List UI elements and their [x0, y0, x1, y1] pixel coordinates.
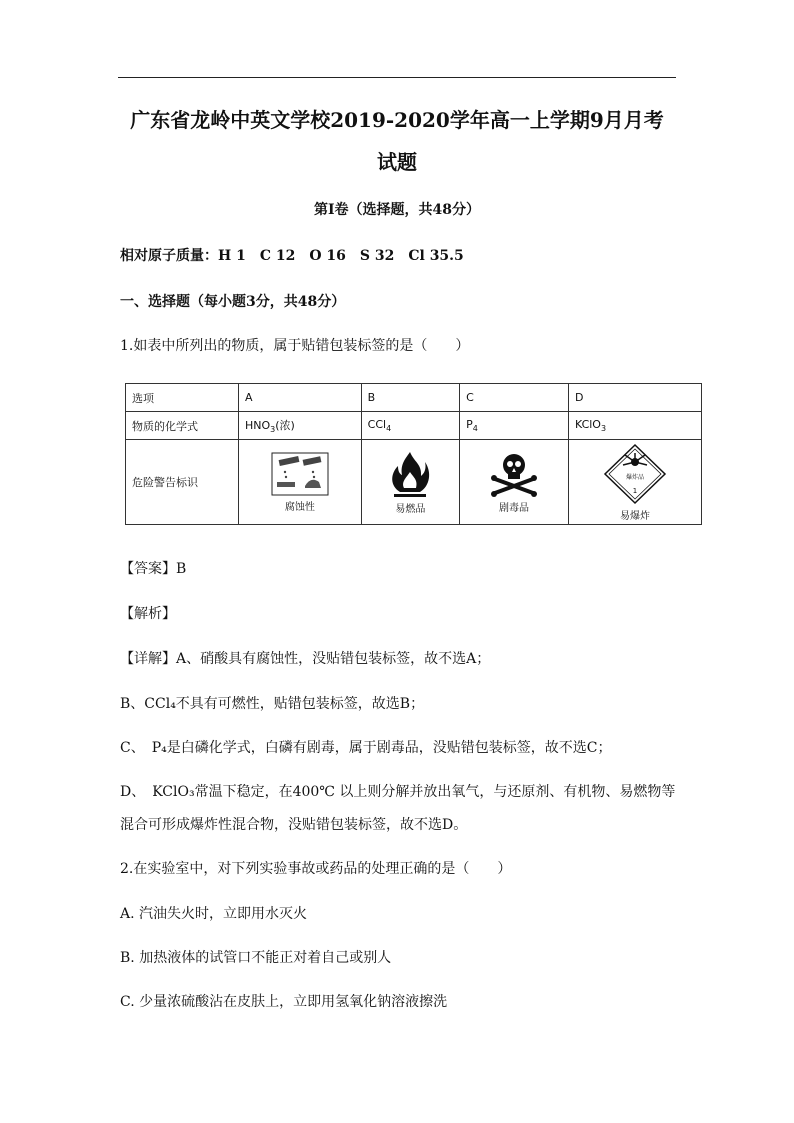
doc-title-line1: 广东省龙岭中英文学校2019-2020学年高一上学期9月月考: [130, 108, 664, 132]
cell-formula-b: CCl$_4$: [361, 412, 459, 440]
q2-option-c: C. 少量浓硫酸沾在皮肤上，立即用氢氧化钠溶液擦洗: [120, 994, 448, 1010]
q2-option-a: A. 汽油失火时，立即用水灭火: [120, 906, 308, 922]
atomic-mass-line: 相对原子质量：H 1 C 12 O 16 S 32 Cl 35.5: [120, 248, 464, 264]
hazard-label-d: 易爆炸: [619, 510, 650, 522]
explosive-icon: [603, 443, 667, 505]
skull-crossbones-icon: [489, 451, 539, 497]
cell-header-a: A: [239, 384, 362, 412]
cell-hazard-d: [568, 440, 701, 525]
q1-analysis-title: 【解析】: [120, 606, 176, 622]
table-row-header: [126, 384, 702, 412]
cell-header-c: C: [460, 384, 569, 412]
q1-answer: 【答案】B: [120, 561, 187, 577]
cell-hazard-b: [361, 440, 459, 525]
cell-header-label: 选项: [126, 384, 239, 412]
doc-title-line2: 试题: [377, 150, 417, 174]
part-title: 一、选择题（每小题3分，共48分）: [120, 294, 346, 310]
cell-hazard-c: [460, 440, 569, 525]
hazard-label-a: 腐蚀性: [284, 501, 315, 513]
cell-formula-d: KClO$_3$: [568, 412, 701, 440]
q1-detail-c: C、 P₄是白磷化学式，白磷有剧毒，属于剧毒品，没贴错包装标签，故不选C；: [120, 740, 612, 756]
q1-options-table: [125, 383, 702, 525]
corrosive-icon: [271, 452, 329, 496]
q1-detail-d: D、 KClO₃常温下稳定，在400℃ 以上则分解并放出氧气，与还原剂、有机物、易燃物等: [120, 784, 676, 800]
table-row-formula: [126, 412, 702, 440]
hazard-label-b: 易燃品: [395, 503, 426, 515]
q1-detail-b: B、CCl₄不具有可燃性，贴错包装标签，故选B；: [120, 696, 425, 712]
cell-hazard-label: 危险警告标识: [126, 440, 239, 525]
flame-icon: [388, 450, 432, 498]
header-rule: [118, 77, 676, 78]
cell-formula-label: 物质的化学式: [126, 412, 239, 440]
cell-formula-a: $HNO_3$(浓): [239, 412, 362, 440]
q2-option-b: B. 加热液体的试管口不能正对着自己或别人: [120, 950, 392, 966]
section-title: 第Ⅰ卷（选择题，共48分）: [313, 202, 481, 218]
q1-detail-d-cont: 混合可形成爆炸性混合物，没贴错包装标签，故不选D。: [120, 817, 468, 833]
q1-stem: 1.如表中所列出的物质，属于贴错包装标签的是（ ）: [120, 338, 470, 354]
cell-header-b: B: [361, 384, 459, 412]
cell-hazard-a: [239, 440, 362, 525]
q1-detail-a: 【详解】A、硝酸具有腐蚀性，没贴错包装标签，故不选A；: [120, 651, 491, 667]
cell-formula-c: $P_4$: [460, 412, 569, 440]
explosive-inner-label: 爆炸品: [625, 473, 644, 481]
table-row-hazard: [126, 440, 702, 525]
hazard-label-c: 剧毒品: [499, 502, 530, 514]
cell-header-d: D: [568, 384, 701, 412]
explosive-class-number: 1: [632, 486, 638, 495]
q2-stem: 2.在实验室中，对下列实验事故或药品的处理正确的是（ ）: [120, 861, 512, 877]
